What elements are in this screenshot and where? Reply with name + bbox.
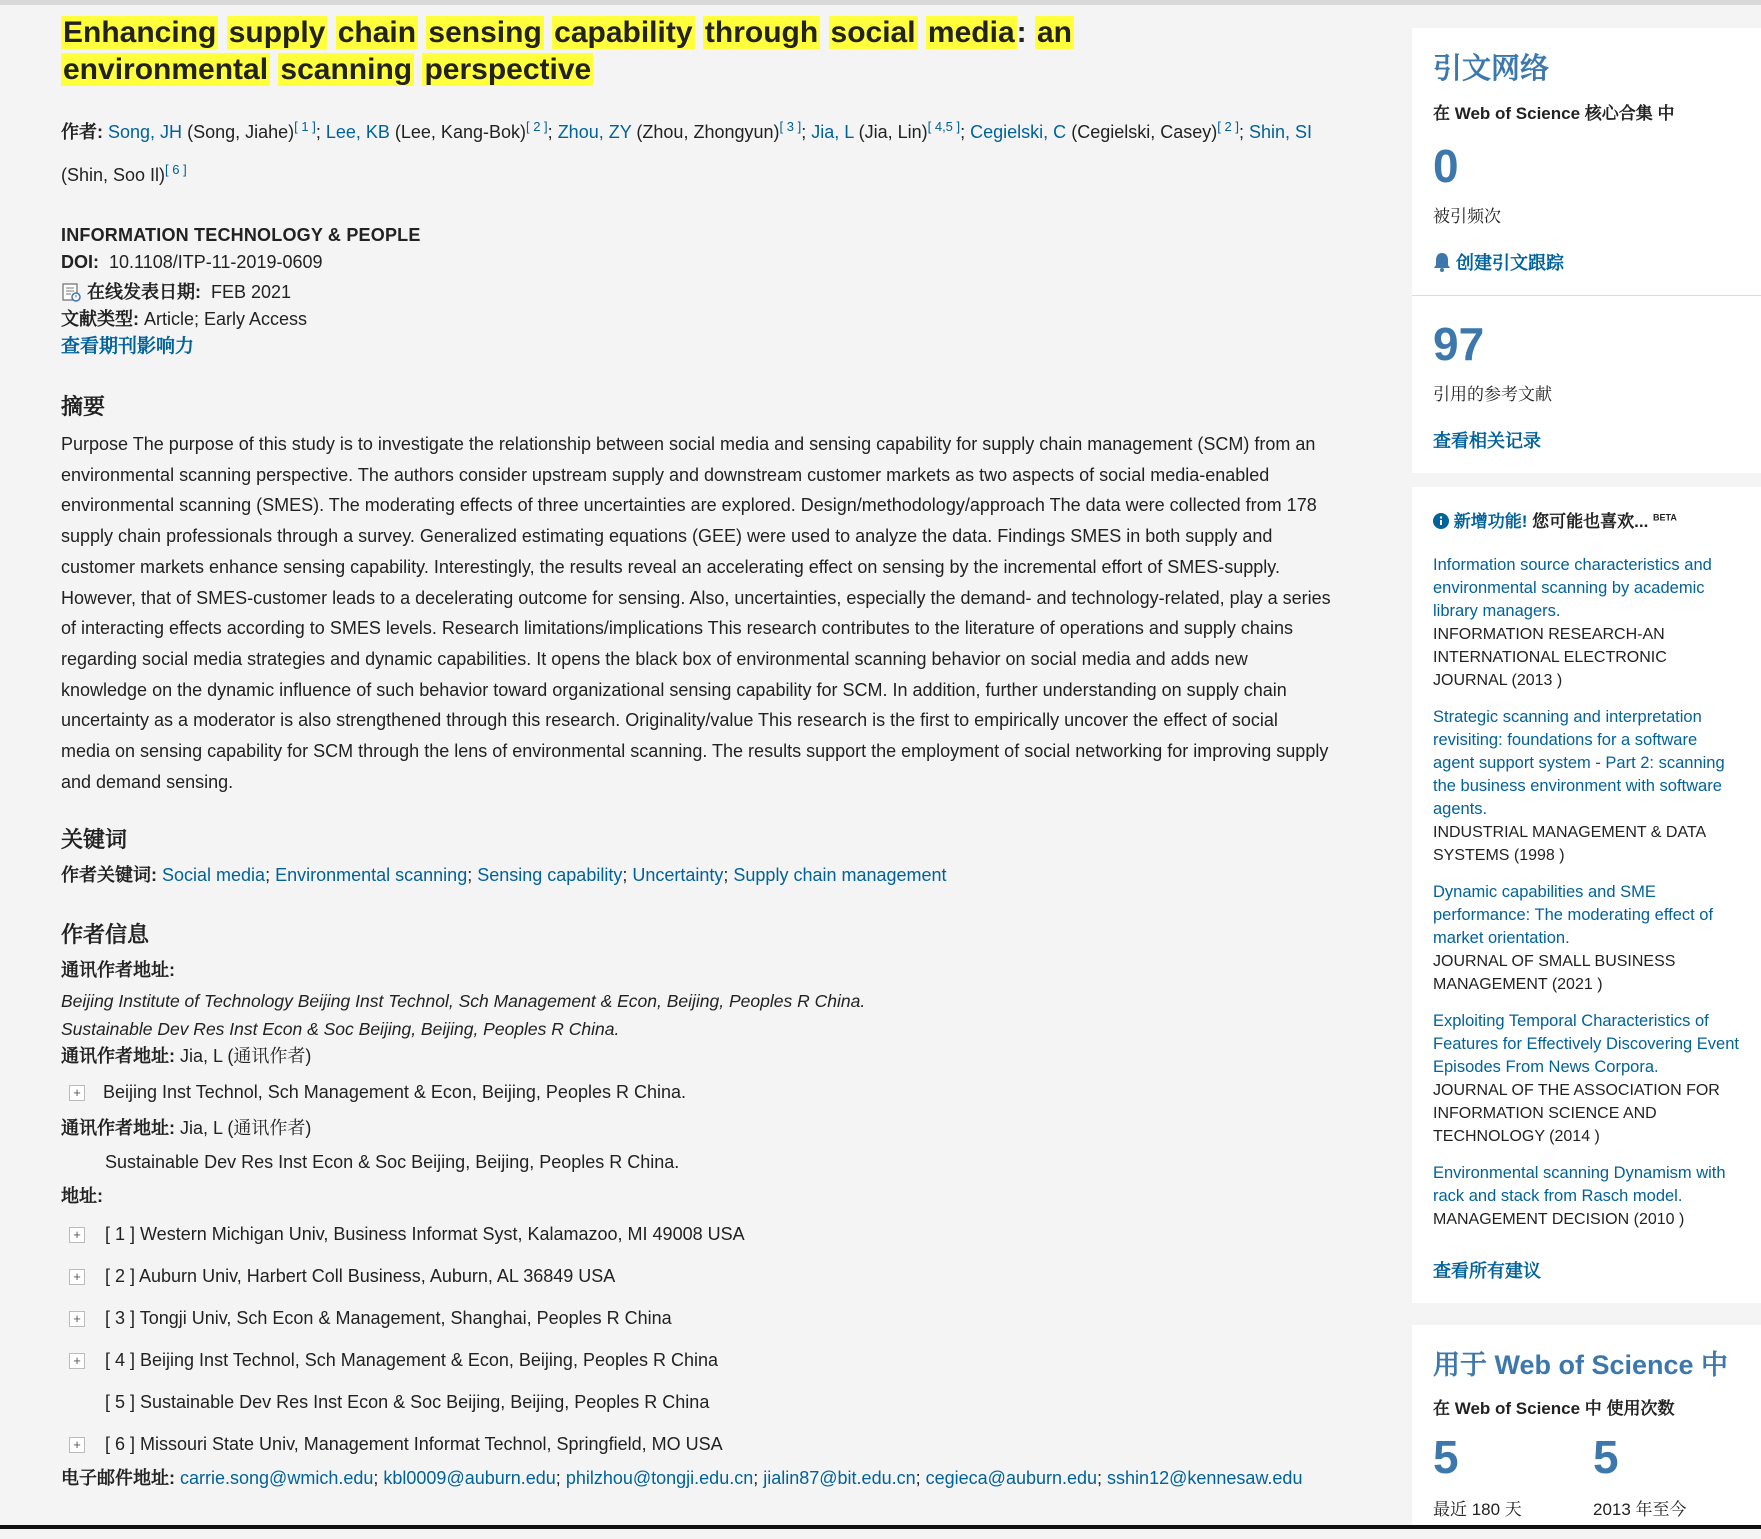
- usage-card: [1412, 1325, 1761, 1525]
- keyword-link[interactable]: Uncertainty: [632, 865, 724, 886]
- top-border: [0, 0, 1761, 5]
- author-info-heading: 作者信息: [61, 922, 150, 948]
- recommendations-card: [1412, 487, 1761, 1303]
- email-row: 电子邮件地址: carrie.song@wmich.edu; kbl0009@auburn.edu; philzhou@tongji.edu.cn; jialin87@bit.edu.cn; cegieca@auburn.edu; sshin12@kennesaw.edu: [61, 1468, 1303, 1489]
- keyword-link[interactable]: Environmental scanning: [275, 865, 468, 886]
- address-item: + [ 4 ] Beijing Inst Technol, Sch Management & Econ, Beijing, Peoples R China: [61, 1347, 1331, 1389]
- recommendation-item: Strategic scanning and interpretation revisiting: foundations for a software agent support system - Part 2: scanning the business environment with software agents. INDUSTRIAL MANAGEMENT & DATA SYSTEMS (1998 ): [1433, 706, 1740, 867]
- keywords-heading: 关键词: [61, 827, 128, 853]
- bottom-border: [0, 1525, 1761, 1529]
- email-link[interactable]: philzhou@tongji.edu.cn: [565, 1468, 754, 1489]
- corr-author-row: 通讯作者地址: Jia, L (通讯作者): [61, 1046, 312, 1067]
- address-item: + [ 6 ] Missouri State Univ, Management Informat Technol, Springfield, MO USA: [61, 1431, 1331, 1465]
- author-ref[interactable]: [ 4,5 ]: [927, 119, 961, 134]
- usage-subtitle: 在 Web of Science 中 使用次数: [1433, 1399, 1675, 1418]
- email-link[interactable]: jialin87@bit.edu.cn: [763, 1468, 916, 1489]
- citation-network-subtitle: 在 Web of Science 核心合集 中: [1433, 104, 1675, 123]
- recommendation-title-link[interactable]: Exploiting Temporal Characteristics of Features for Effectively Discovering Event Episodes From News Corpora.: [1433, 1012, 1739, 1076]
- times-cited-label: 被引频次: [1433, 207, 1501, 226]
- email-link[interactable]: sshin12@kennesaw.edu: [1107, 1468, 1303, 1489]
- author-link[interactable]: Zhou, ZY: [557, 122, 632, 142]
- corr-org-line: Sustainable Dev Res Inst Econ & Soc Beijing, Beijing, Peoples R China.: [61, 1019, 620, 1040]
- recommendations-header: 新增功能! 您可能也喜欢... $^{BETA}$: [1433, 507, 1740, 532]
- citation-network-card: [1412, 28, 1761, 473]
- address-item: + [ 1 ] Western Michigan Univ, Business Informat Syst, Kalamazoo, MI 49008 USA: [61, 1221, 1331, 1263]
- usage-180-label: 最近 180 天: [1433, 1500, 1522, 1519]
- doi-row: DOI: 10.1108/ITP-11-2019-0609: [61, 252, 323, 272]
- address-item: + [ 3 ] Tongji Univ, Sch Econ & Management, Shanghai, Peoples R China: [61, 1305, 1331, 1347]
- recommendation-item: Exploiting Temporal Characteristics of Features for Effectively Discovering Event Episodes From News Corpora. JOURNAL OF THE ASSOCIATION FOR INFORMATION SCIENCE AND TECHNOLOGY (2014 ): [1433, 1012, 1739, 1145]
- abstract-text: Purpose The purpose of this study is to investigate the relationship between social media and sensing capability for supply chain management (SCM) from an environmental scanning perspective. The authors consider upstream supply and downstream customer markets as two aspects of social media-enabled environmental scanning (SMES). The moderating effects of three uncertainties are explored. Design/methodology/approach The data were collected from 178 supply chain professionals through a survey. Generalized estimating equations (GEE) were used to analyze the data. Findings SMES in both supply and customer markets enhance sensing capability. Interestingly, the results reveal an accelerating effect on sensing by the incremental effort of SMES-supply. However, that of SMES-customer leads to a decelerating outcome for sensing. Also, uncertainties, especially the demand- and technology-related, play a series of interacting effects according to SMES levels. Research limitations/implications This research contributes to the literature of operations and supply chains regarding social media strategies and dynamic capabilities. It opens the black box of environmental scanning behavior on social media and adds new knowledge on the dynamic influence of such behavior toward organizational sensing capability for SCM. In addition, further understanding on supply chain uncertainty as a moderator is also strengthened through this research. Originality/value This research is the first to empirically uncover the effect of social media on sensing capability for SCM through the lens of environmental scanning. The results support the employment of social networking for improving supply and demand sensing.: [61, 434, 1331, 792]
- keyword-link[interactable]: Supply chain management: [733, 865, 947, 886]
- usage-counts: [1433, 1429, 1740, 1539]
- recommendation-item: Information source characteristics and environmental scanning by academic library managers. INFORMATION RESEARCH-AN INTERNATIONAL ELECTRONIC JOURNAL (2013 ): [1433, 554, 1740, 692]
- corr-address-label: 通讯作者地址:: [61, 960, 175, 981]
- doc-type-row: 文献类型: Article; Early Access: [61, 309, 308, 329]
- author-link[interactable]: Cegielski, C: [970, 122, 1067, 142]
- address-label: 地址:: [61, 1186, 103, 1207]
- authors-line: 作者: Song, JH (Song, Jiahe)[ 1 ]; Lee, KB (Lee, Kang-Bok)[ 2 ]; Zhou, ZY (Zhou, Zhongyun)[ 3 ]; Jia, L (Jia, Lin)[ 4,5 ]; Cegielski, C (Cegielski, Casey)[ 2 ]; Shin, SI (Shin, Soo Il)[ 6 ]: [61, 119, 1312, 185]
- authors-label: 作者:: [61, 122, 103, 142]
- citation-network-title: 引文网络: [1433, 53, 1550, 85]
- email-link[interactable]: kbl0009@auburn.edu: [383, 1468, 556, 1489]
- author-ref[interactable]: [ 3 ]: [779, 119, 802, 134]
- usage-title: 用于 Web of Science 中: [1433, 1350, 1729, 1380]
- keyword-link[interactable]: Social media: [162, 865, 266, 886]
- usage-180-count: 5: [1433, 1431, 1459, 1483]
- bell-icon: [1433, 253, 1451, 273]
- view-related-records-link[interactable]: 查看相关记录: [1433, 431, 1541, 451]
- abstract-heading: 摘要: [61, 394, 106, 419]
- doi-value: 10.1108/ITP-11-2019-0609: [109, 252, 323, 272]
- author-keywords: 作者关键词: Social media; Environmental scanning; Sensing capability; Uncertainty; Supply chain management: [61, 865, 947, 886]
- address-item: [ 5 ] Sustainable Dev Res Inst Econ & Soc Beijing, Beijing, Peoples R China: [105, 1392, 710, 1413]
- keyword-link[interactable]: Sensing capability: [477, 865, 623, 886]
- divider: [1412, 295, 1761, 296]
- address-item: + [ 2 ] Auburn Univ, Harbert Coll Business, Auburn, AL 36849 USA: [61, 1263, 1331, 1305]
- author-link[interactable]: Lee, KB: [325, 122, 390, 142]
- info-icon: [1433, 512, 1449, 531]
- author-ref[interactable]: [ 1 ]: [294, 119, 316, 134]
- corr-address-item: + Beijing Inst Technol, Sch Management & Econ, Beijing, Peoples R China.: [61, 1079, 1331, 1121]
- times-cited-count[interactable]: 0: [1433, 140, 1459, 192]
- corr-org-line: Beijing Institute of Technology Beijing Inst Technol, Sch Management & Econ, Beijing, Peoples R China.: [61, 991, 866, 1012]
- view-all-suggestions-link[interactable]: 查看所有建议: [1433, 1261, 1541, 1281]
- email-link[interactable]: carrie.song@wmich.edu: [180, 1468, 374, 1489]
- recommendation-title-link[interactable]: Environmental scanning Dynamism with rack and stack from Rasch model.: [1433, 1164, 1726, 1205]
- author-link[interactable]: Jia, L: [811, 122, 854, 142]
- calendar-icon: [61, 282, 81, 302]
- author-link[interactable]: Shin, SI: [1248, 122, 1312, 142]
- author-ref[interactable]: [ 6 ]: [165, 162, 187, 177]
- usage-2013-label: 2013 年至今: [1593, 1500, 1687, 1519]
- usage-2013-count: 5: [1593, 1431, 1619, 1483]
- expand-icon[interactable]: +: [69, 1353, 85, 1369]
- expand-icon[interactable]: +: [69, 1311, 85, 1327]
- corr-address-item: Sustainable Dev Res Inst Econ & Soc Beijing, Beijing, Peoples R China.: [105, 1152, 680, 1173]
- recommendation-item: Dynamic capabilities and SME performance: The moderating effect of market orientation. JOURNAL OF SMALL BUSINESS MANAGEMENT (2021 ): [1433, 881, 1740, 996]
- expand-icon[interactable]: +: [69, 1269, 85, 1285]
- expand-icon[interactable]: +: [69, 1437, 85, 1453]
- online-date-row: 在线发表日期: FEB 2021: [61, 279, 1331, 306]
- cited-references-count[interactable]: 97: [1433, 318, 1485, 370]
- author-ref[interactable]: [ 2 ]: [1217, 119, 1239, 134]
- journal-name: INFORMATION TECHNOLOGY & PEOPLE: [61, 225, 421, 245]
- recommendation-title-link[interactable]: Information source characteristics and environmental scanning by academic library managers.: [1433, 556, 1712, 620]
- author-link[interactable]: Song, JH: [108, 122, 183, 142]
- journal-info: [61, 222, 1331, 360]
- email-link[interactable]: cegieca@auburn.edu: [925, 1468, 1098, 1489]
- corr-author-row: 通讯作者地址: Jia, L (通讯作者): [61, 1118, 312, 1139]
- cited-references-label: 引用的参考文献: [1433, 385, 1552, 404]
- view-journal-impact-link[interactable]: 查看期刊影响力: [61, 336, 195, 357]
- recommendation-item: Environmental scanning Dynamism with rack and stack from Rasch model. MANAGEMENT DECISION (2010 ): [1433, 1162, 1740, 1231]
- expand-icon[interactable]: +: [69, 1085, 85, 1101]
- create-citation-alert-link[interactable]: 创建引文跟踪: [1433, 249, 1740, 275]
- author-ref[interactable]: [ 2 ]: [525, 119, 548, 134]
- expand-icon[interactable]: +: [69, 1227, 85, 1243]
- recommendation-title-link[interactable]: Strategic scanning and interpretation revisiting: foundations for a software agent support system - Part 2: scanning the business environment with software agents.: [1433, 708, 1725, 818]
- record-main: [61, 14, 1331, 1491]
- sidebar: [1412, 28, 1761, 1525]
- page-title: Enhancing supply chain sensing capability through social media: an environmental scanning perspective: [63, 16, 1072, 86]
- recommendation-title-link[interactable]: Dynamic capabilities and SME performance: The moderating effect of market orientation.: [1433, 883, 1714, 947]
